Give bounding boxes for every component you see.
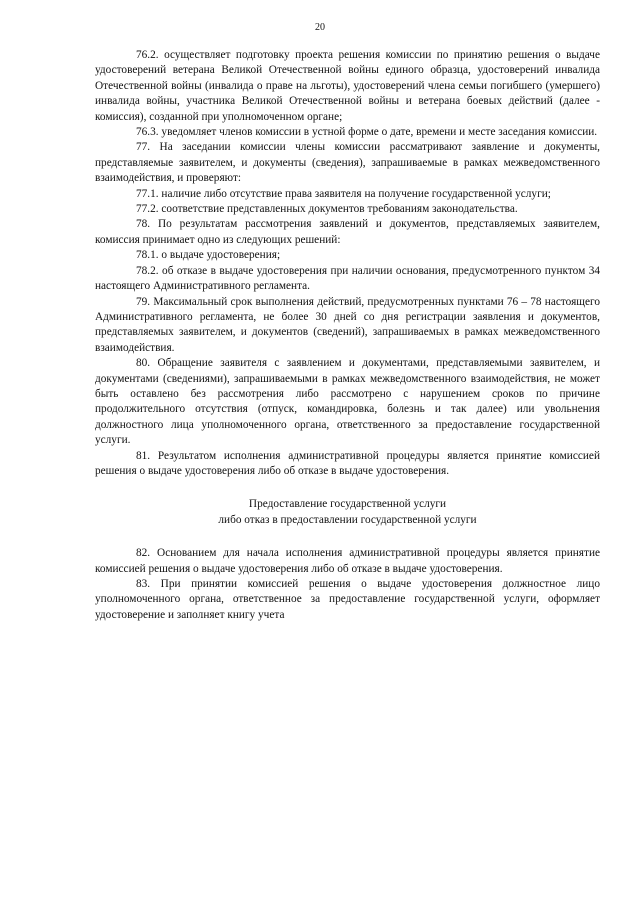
paragraph-81: 81. Результатом исполнения административной процедуры является принятие комиссией решения о выдаче удостоверения либо об отказе в выдаче удостоверения. xyxy=(95,449,600,477)
paragraph-82: 82. Основанием для начала исполнения административной процедуры является принятие комиссией решения о выдаче удостоверения либо об отказе в выдаче удостоверения. xyxy=(95,547,600,575)
paragraph-80: 80. Обращение заявителя с заявлением и документами, представляемыми заявителем, и документами (сведениями), запрашиваемыми в рамках межведомственного взаимодействия, не может быть оставлено без рассмотрения либо рассмотрено с нарушением сроков по причине продолжительного отсутствия (отпуск, командировка, болезнь и так далее) или увольнения должностного лица уполномоченного органа, ответственного за предоставление государственной услуги. xyxy=(95,357,600,447)
section-heading-line-1: Предоставление государственной услуги xyxy=(248,498,447,511)
paragraph-77-1: 77.1. наличие либо отсутствие права заявителя на получение государственной услуги; xyxy=(136,187,551,200)
paragraph-78: 78. По результатам рассмотрения заявлений и документов, представляемых заявителем, комиссия принимает одно из следующих решений: xyxy=(95,218,600,246)
paragraph-78-2: 78.2. об отказе в выдаче удостоверения при наличии основания, предусмотренного пунктом 34 настоящего Административного регламента. xyxy=(95,264,600,293)
paragraph-78-1: 78.1. о выдаче удостоверения; xyxy=(136,249,281,262)
paragraph-83: 83. При принятии комиссией решения о выдаче удостоверения должностное лицо уполномоченного органа, ответственное за предоставление государственной услуги, оформляет удостоверение и заполняет книгу учета xyxy=(95,578,600,621)
section-heading xyxy=(95,497,600,528)
paragraph-76-3: 76.3. уведомляет членов комиссии в устной форме о дате, времени и месте заседания комиссии. xyxy=(136,126,598,139)
paragraph-77: 77. На заседании комиссии члены комиссии рассматривают заявление и документы, представляемые заявителем, и документы (сведения), запрашиваемые в рамках межведомственного взаимодействия, и проверяют: xyxy=(95,141,600,185)
document-body xyxy=(95,48,600,623)
paragraph-79: 79. Максимальный срок выполнения действий, предусмотренных пунктами 76 – 78 настоящего Административного регламента, не более 30 дней со дня регистрации заявления и документов, представляемых заявителем, и документов (сведений), запрашиваемых в рамках межведомственного взаимодействия. xyxy=(95,295,600,354)
page-number: 20 xyxy=(315,22,325,33)
paragraph-76-2: 76.2. осуществляет подготовку проекта решения комиссии по принятию решения о выдаче удостоверений ветерана Великой Отечественной войны единого образца, удостоверений инвалида Отечественной войны (инвалида о праве на льготы), удостоверений члена семьи погибшего (умершего) инвалида войны, участника Великой Отечественной войны и ветерана боевых действий (далее - комиссия), созданной при уполномоченном органе; xyxy=(95,49,600,123)
section-heading-line-2: либо отказ в предоставлении государственной услуги xyxy=(218,513,477,526)
paragraph-77-2: 77.2. соответствие представленных документов требованиям законодательства. xyxy=(136,203,518,216)
